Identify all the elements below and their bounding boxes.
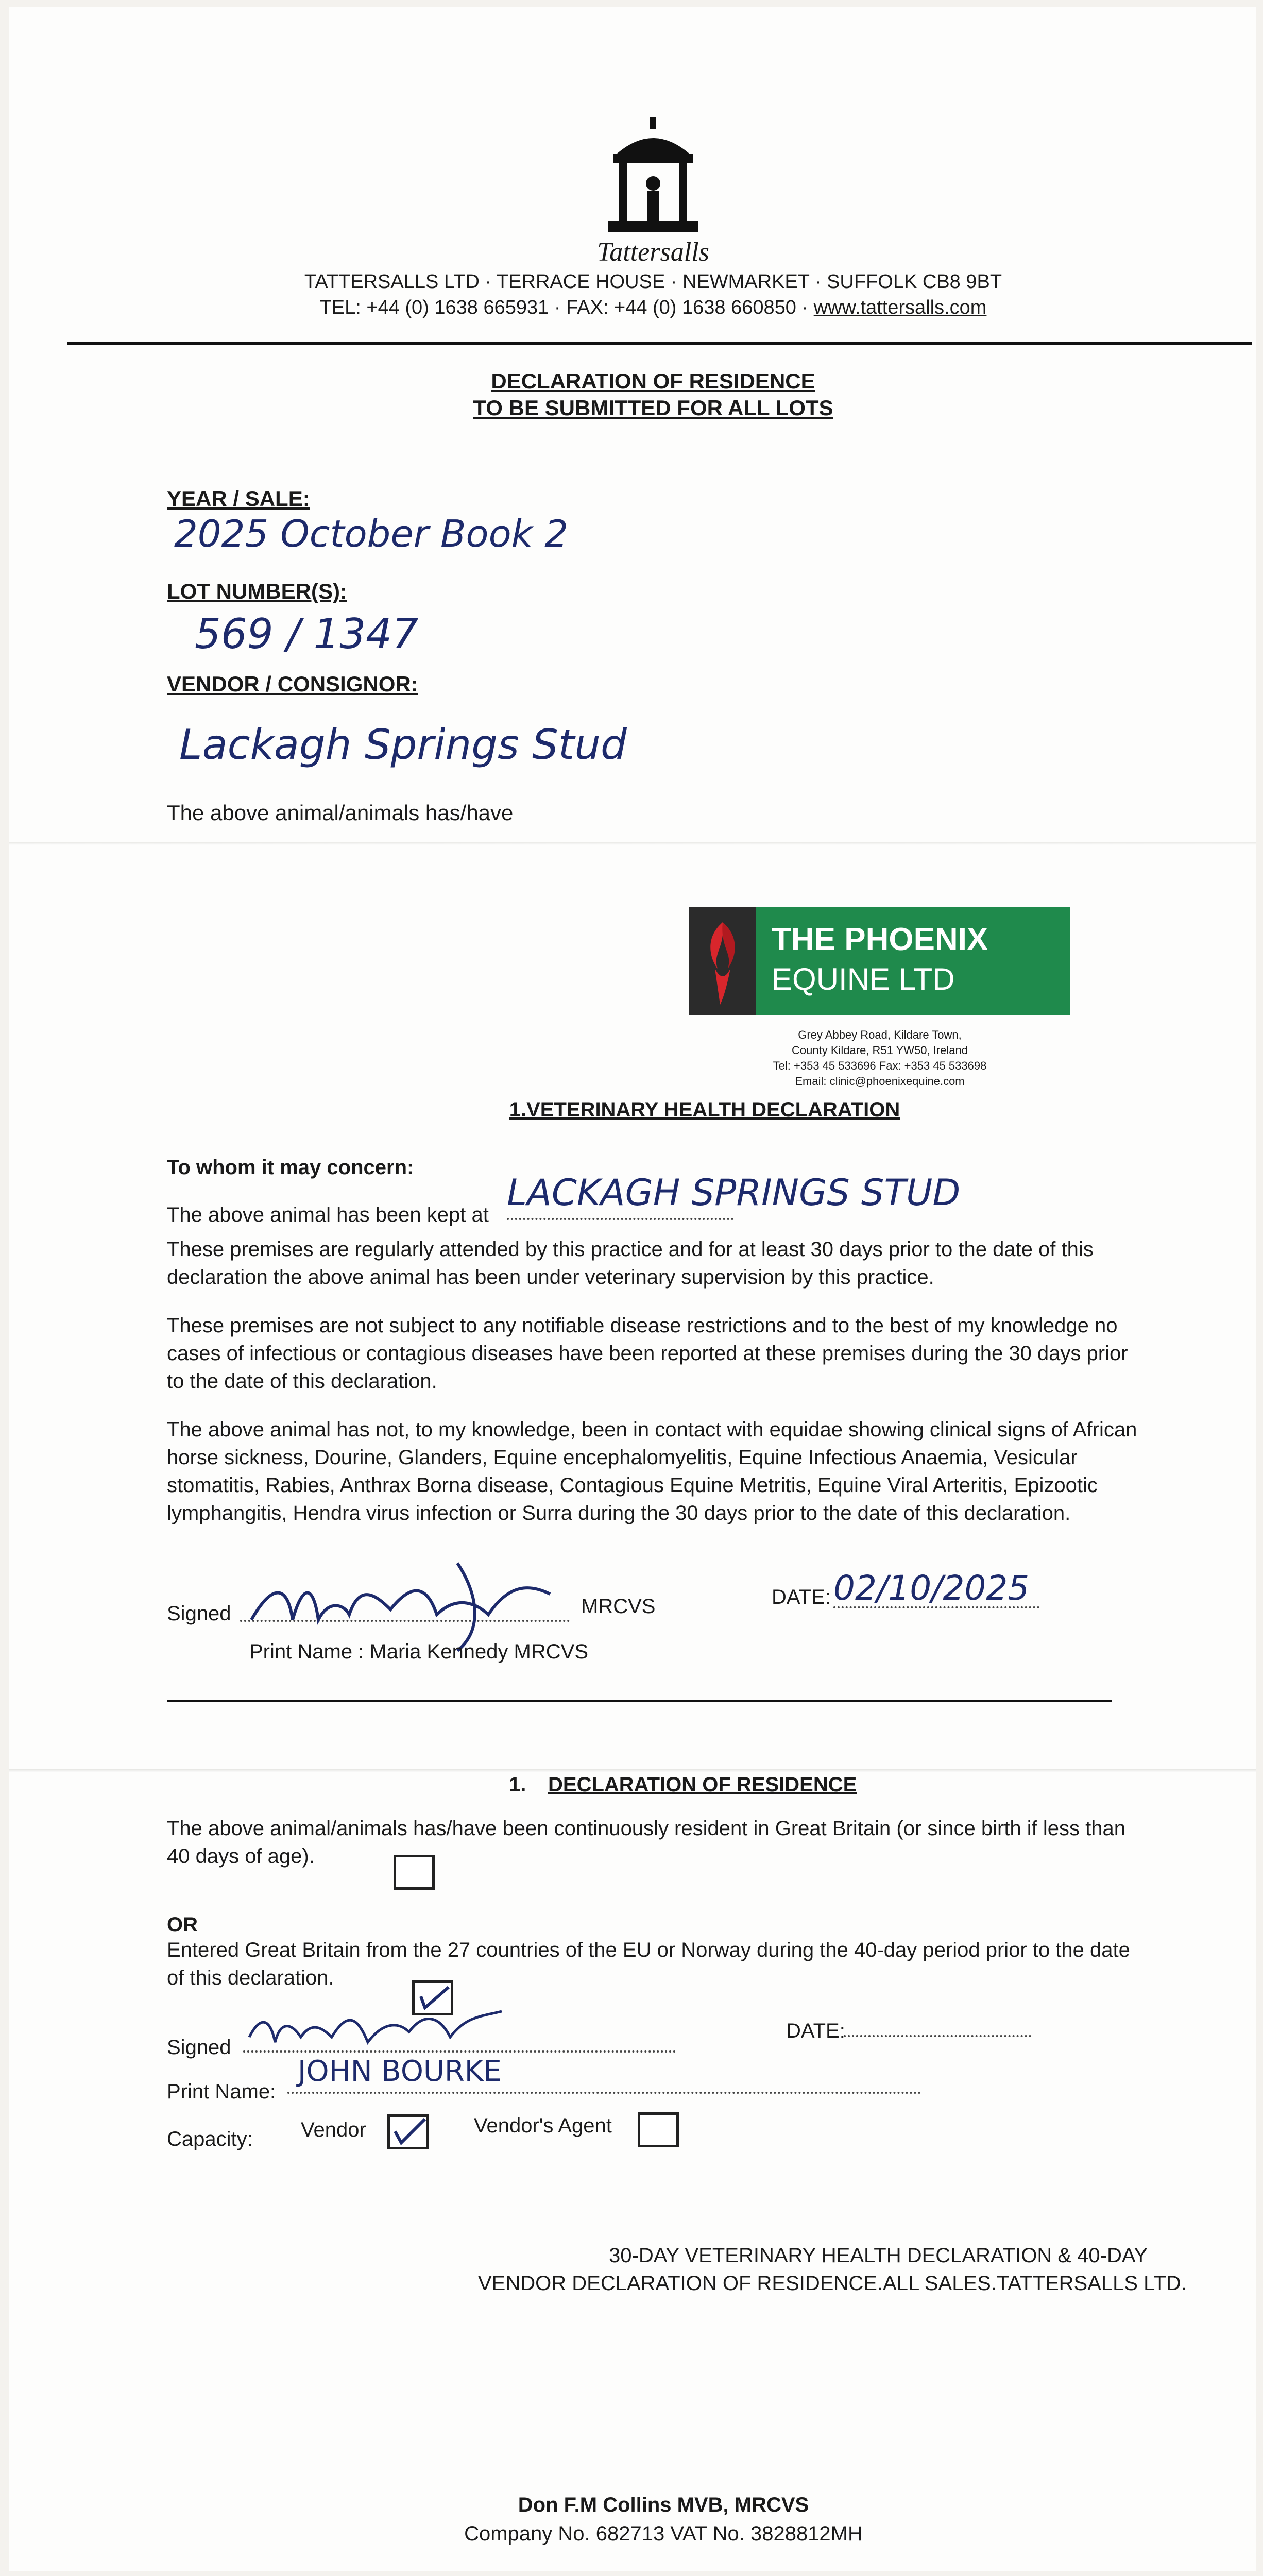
vendor-signature[interactable]: [244, 2001, 512, 2058]
practice-company: Company No. 682713 VAT No. 3828812MH: [464, 2522, 863, 2545]
footer-note-line2: VENDOR DECLARATION OF RESIDENCE.ALL SALES.TATTERSALLS LTD.: [478, 2272, 1187, 2295]
year-sale-label: YEAR / SALE:: [167, 486, 310, 511]
or-label: OR: [167, 1913, 198, 1936]
phoenix-address-1: Grey Abbey Road, Kildare Town,: [798, 1028, 962, 1041]
vet-section-heading: 1.VETERINARY HEALTH DECLARATION: [509, 1098, 900, 1121]
vet-print-name: Print Name : Maria Kennedy MRCVS: [249, 1640, 589, 1663]
residence-number: 1.: [509, 1773, 526, 1796]
vendor-value[interactable]: Lackagh Springs Stud: [179, 721, 627, 769]
form-title-line1: DECLARATION OF RESIDENCE: [491, 369, 815, 393]
phoenix-email: Email: clinic@phoenixequine.com: [795, 1075, 965, 1088]
section-rule: [167, 1700, 1112, 1702]
tattersalls-logo-icon: [602, 117, 705, 241]
header-rule: [67, 342, 1252, 345]
phoenix-tel: Tel: +353 45 533696 Fax: +353 45 533698: [773, 1059, 987, 1072]
capacity-agent-label: Vendor's Agent: [474, 2114, 612, 2137]
vet-date-value[interactable]: 02/10/2025: [833, 1568, 1030, 1608]
capacity-vendor-checkbox[interactable]: [387, 2114, 429, 2149]
phoenix-bird-icon: [689, 907, 756, 1015]
intro-text: The above animal/animals has/have: [167, 801, 514, 825]
vet-para-2: These premises are not subject to any notifiable disease restrictions and to the best of my knowledge no cases of infectious or contagious diseases have been reported at these premises during the 30 days prior to the date of this declaration.: [167, 1314, 1128, 1393]
phoenix-equine-logo: [689, 907, 1070, 1015]
contact-text: TEL: +44 (0) 1638 665931 · FAX: +44 (0) 1638 660850 ·: [319, 297, 814, 318]
form-title-line2: TO BE SUBMITTED FOR ALL LOTS: [473, 396, 833, 420]
phoenix-icon-panel: [689, 907, 756, 1015]
vendor-date-label: DATE:: [786, 2020, 845, 2042]
residence-heading: DECLARATION OF RESIDENCE: [548, 1773, 857, 1796]
paper-fold: [9, 1769, 1256, 1772]
kept-at-value[interactable]: LACKAGH SPRINGS STUD: [507, 1172, 961, 1214]
lot-number-label: LOT NUMBER(S):: [167, 579, 347, 603]
practice-name: Don F.M Collins MVB, MRCVS: [518, 2494, 809, 2516]
vendor-print-line: [287, 2092, 921, 2094]
vet-date-label: DATE:: [772, 1586, 831, 1608]
vet-para-3: The above animal has not, to my knowledge, been in contact with equidae showing clinical signs of African horse sickness, Dourine, Glanders, Equine encephalomyelitis, Equine Infectious Anaemia, Vesicular stomatitis, Rabies, Anthrax Borna disease, Contagious Equine Metritis, Equine Viral Arteritis, Epizootic lymphangitis, Hendra virus infection or Surra during the 30 days prior to the date of this declaration.: [167, 1418, 1137, 1524]
capacity-agent-checkbox[interactable]: [638, 2112, 679, 2147]
phoenix-line2: EQUINE LTD: [772, 962, 955, 996]
vendor-date-line[interactable]: [844, 2035, 1031, 2037]
phoenix-address-2: County Kildare, R51 YW50, Ireland: [792, 1044, 968, 1057]
form-sheet: [9, 7, 1256, 2571]
brand-name: Tattersalls: [597, 238, 709, 267]
letterhead-address: TATTERSALLS LTD · TERRACE HOUSE · NEWMARKET · SUFFOLK CB8 9BT: [304, 271, 1002, 293]
capacity-label: Capacity:: [167, 2128, 253, 2150]
year-sale-value[interactable]: 2025 October Book 2: [174, 512, 569, 555]
kept-at-label: The above animal has been kept at: [167, 1204, 489, 1226]
vet-date-line: [833, 1606, 1039, 1608]
vet-signed-suffix: MRCVS: [581, 1595, 656, 1618]
footer-note-line1: 30-DAY VETERINARY HEALTH DECLARATION & 40-DAY: [609, 2244, 1148, 2267]
paper-fold: [9, 842, 1256, 845]
residence-option-1: The above animal/animals has/have been continuously resident in Great Britain (or since birth if less than 40 days of age).: [167, 1817, 1125, 1868]
vendor-print-value[interactable]: JOHN BOURKE: [298, 2055, 502, 2088]
option-1-checkbox[interactable]: [394, 1855, 435, 1890]
lot-number-value[interactable]: 569 / 1347: [195, 610, 419, 658]
vet-para-1: These premises are regularly attended by this practice and for at least 30 days prior to the date of this declaration the above animal has been under veterinary supervision by this practice.: [167, 1238, 1094, 1289]
residence-option-2: Entered Great Britain from the 27 countries of the EU or Norway during the 40-day period prior to the date of this declaration.: [167, 1939, 1130, 1989]
check-mark-icon: [390, 2117, 426, 2147]
vet-signed-label: Signed: [167, 1602, 231, 1625]
vendor-print-label: Print Name:: [167, 2080, 276, 2103]
vendor-label: VENDOR / CONSIGNOR:: [167, 672, 418, 696]
letterhead-contact: [112, 297, 1194, 319]
salutation: To whom it may concern:: [167, 1156, 414, 1179]
phoenix-line1: THE PHOENIX: [772, 922, 988, 957]
kept-at-dotline: [507, 1218, 733, 1220]
capacity-vendor-label: Vendor: [301, 2119, 366, 2141]
website-link[interactable]: www.tattersalls.com: [813, 297, 987, 318]
vendor-signed-label: Signed: [167, 2036, 231, 2059]
